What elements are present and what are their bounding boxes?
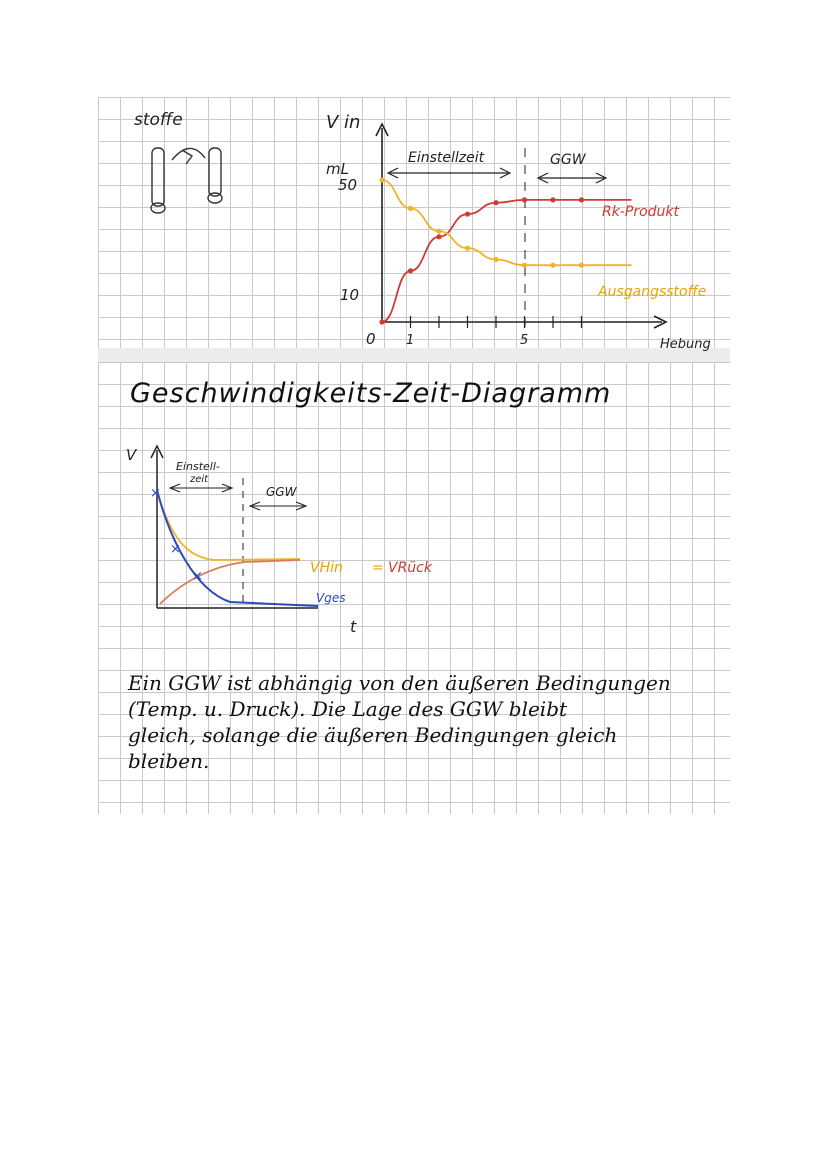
- series-yellow-label: Ausgangsstoffe: [598, 284, 707, 300]
- t-axis-label: t: [350, 617, 357, 636]
- y-tick-0: 0: [366, 330, 376, 348]
- label-equal: =: [372, 560, 384, 576]
- annotation-ggw-bottom: GGW: [266, 485, 297, 499]
- x-axis-label: Hebung: [660, 337, 711, 352]
- paragraph-line-4: bleiben.: [128, 749, 210, 773]
- cross-mark-1: ×: [150, 486, 161, 501]
- cross-mark-3: ×: [192, 569, 203, 584]
- series-red-label: Rk-Produkt: [602, 204, 680, 220]
- paragraph-line-1: Ein GGW ist abhängig von den äußeren Bedingungen: [128, 671, 671, 695]
- label-vrueck: VRück: [388, 560, 432, 576]
- page-heading: Geschwindigkeits-Zeit-Diagramm: [130, 378, 612, 409]
- curve-red: [160, 560, 300, 604]
- annotation-einstellzeit: Einstellzeit: [408, 150, 485, 166]
- v-axis-label: V: [126, 446, 137, 464]
- label-vges: Vges: [316, 591, 346, 605]
- ggw-arrow-bottom: [250, 502, 306, 510]
- y-tick-10: 10: [340, 286, 360, 304]
- paragraph-line-3: gleich, solange die äußeren Bedingungen gleich: [128, 723, 618, 747]
- curve-blue: [157, 490, 318, 606]
- x-tick-5: 5: [520, 333, 529, 348]
- top-note: stoffe: [134, 110, 183, 130]
- x-tick-1: 1: [406, 333, 415, 348]
- label-vhin: VHin: [310, 560, 343, 576]
- cross-mark-2: ×: [170, 542, 181, 557]
- paragraph-line-2: (Temp. u. Druck). Die Lage des GGW bleibt: [128, 697, 568, 721]
- annotation-einstell: Einstell-: [176, 460, 220, 473]
- paragraph: [128, 670, 738, 774]
- annotation-ggw: GGW: [550, 152, 586, 168]
- y-axis-unit: mL: [326, 160, 349, 178]
- y-axis-label: V in: [326, 112, 361, 133]
- annotation-zeit: zeit: [190, 474, 209, 485]
- einstellzeit-arrow-bottom: [170, 484, 232, 492]
- y-tick-50: 50: [338, 176, 358, 194]
